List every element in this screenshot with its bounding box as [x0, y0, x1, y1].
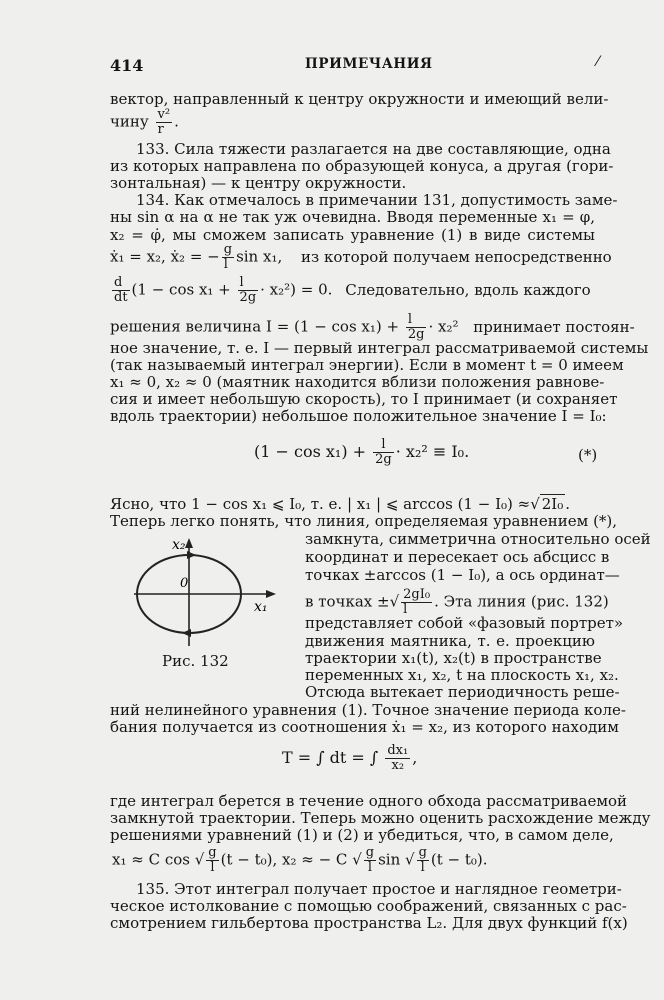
text-line: (так называемый интеграл энергии). Если в момент t = 0 имеем — [110, 356, 624, 374]
text-line: смотрением гильбертова пространства L₂. Для двух функций f(x) — [110, 914, 628, 932]
text-line: 135. Этот интеграл получает простое и наглядное геометри- — [136, 880, 622, 898]
equation-period: T = ∫ dt = ∫ $\frac{\text{dx₁}}{\text{x₂}}$ , — [282, 743, 418, 773]
origin-label: 0 — [180, 576, 189, 591]
fraction: $\frac{\text{v²}}{r}$ — [157, 107, 171, 137]
equation-energy: (1 − cos x₁) + $\frac{l}{2g}$ · x₂² ≡ I₀. — [254, 437, 470, 467]
fraction: $\frac{l}{2g}$ — [407, 312, 425, 342]
text-line: сия и имеет небольшую скорость), то I принимает (и сохраняет — [110, 390, 618, 408]
text-line: 133. Сила тяжести разлагается на две составляющие, одна — [136, 140, 611, 158]
text-line: замкнута, симметрична относительно осей — [305, 530, 651, 548]
text-line: ческое истолкование с помощью соображений, связанных с рас- — [110, 897, 627, 915]
text-line: замкнутой траектории. Теперь можно оценить расхождение между — [110, 809, 651, 827]
text-line: x₂ = φ̇, мы сможем записать уравнение (1) в виде системы — [110, 226, 595, 244]
y-axis-label: x₂ — [172, 537, 186, 553]
text-line: Теперь легко понять, что линия, определяемая уравнением (*), — [110, 512, 618, 530]
page-header — [110, 54, 599, 78]
fraction: $\frac{g}{l}$ — [223, 242, 233, 272]
x-axis-label: x₁ — [254, 599, 268, 615]
text-line: траектории x₁(t), x₂(t) в пространстве — [305, 649, 602, 667]
text-line: представляет собой «фазовый портрет» — [305, 614, 624, 632]
text-line: ны sin α на α не так уж очевидна. Вводя переменные x₁ = φ, — [110, 208, 595, 226]
text-line: вектор, направленный к центру окружности и имеющий вели- — [110, 90, 609, 108]
x-axis-arrow — [266, 590, 276, 598]
fraction: $\frac{g}{l}$ — [365, 845, 375, 875]
text-line: координат и пересекает ось абсцисс в — [305, 548, 610, 566]
page-number: 414 — [110, 56, 144, 75]
fraction: $\frac{g}{l}$ — [418, 845, 427, 875]
fraction: $\frac{l}{2g}$ — [375, 437, 392, 467]
text-line: решениями уравнений (1) и (2) и убедиться, что, в самом деле, — [110, 826, 614, 844]
fraction: $\frac{\text{dx₁}}{\text{x₂}}$ — [387, 743, 409, 773]
phase-portrait-figure — [134, 534, 284, 646]
fraction: $\frac{l}{2g}$ — [239, 275, 257, 305]
text-line: Отсюда вытекает периодичность реше- — [305, 683, 620, 701]
text-line: 134. Как отмечалось в примечании 131, допустимость заме- — [136, 191, 618, 209]
figure-caption: Рис. 132 — [162, 652, 229, 670]
text-line: где интеграл берется в течение одного обхода рассматриваемой — [110, 792, 628, 810]
fraction: $\frac{g}{l}$ — [208, 845, 217, 875]
text-line: движения маятника, т. е. проекцию — [305, 632, 595, 650]
equation-tag: (*) — [578, 446, 598, 464]
text-line: точках ±arccos (1 − I₀), а ось ординат— — [305, 566, 620, 584]
equation-solutions: x₁ ≈ C cos √ $\frac{g}{l}$ (t − t₀), x₂ ≈ − C √ $\frac{g}{l}$ sin √ $\frac{g}{l}$ (t − t₀). — [112, 845, 488, 875]
text-line: в точках ±√ $\frac{\text{2gI₀}}{l}$ . Эта линия (рис. 132) — [305, 587, 609, 617]
text-line: ное значение, т. е. I — первый интеграл рассматриваемой системы — [110, 339, 649, 357]
text-line: из которых направлена по образующей конуса, а другая (гори- — [110, 157, 614, 175]
text-line: зонтальная) — к центру окружности. — [110, 174, 407, 192]
text-line: x₁ ≈ 0, x₂ ≈ 0 (маятник находится вблизи положения равнове- — [110, 373, 605, 391]
text-line: переменных x₁, x₂, t на плоскость x₁, x₂. — [305, 666, 619, 684]
equation-line: решения величина I = (1 − cos x₁) + $\frac{l}{2g}$ · x₂² принимает постоян- — [110, 312, 635, 342]
running-title: ПРИМЕЧАНИЯ — [305, 56, 433, 72]
text-line: вдоль траектории) небольшое положительное значение I = I₀: — [110, 407, 607, 425]
y-axis-arrow — [185, 538, 193, 548]
text-line: бания получается из соотношения ẋ₁ = x₂, из которого находим — [110, 718, 619, 736]
text-line: чину $\frac{\text{v²}}{r}$ . — [110, 107, 179, 137]
equation-line: $\frac{d}{dt}$ (1 − cos x₁ + $\frac{l}{2g}$ · x₂²) = 0. Следовательно, вдоль каждого — [114, 275, 591, 305]
trajectory-arrow — [187, 551, 196, 559]
text-line: Ясно, что 1 − cos x₁ ⩽ I₀, т. е. | x₁ | ⩽ arccos (1 − I₀) ≈√ 2I₀ . — [110, 495, 571, 513]
text-line: ний нелинейного уравнения (1). Точное значение периода коле- — [110, 701, 626, 719]
trajectory-arrow — [182, 629, 191, 637]
corner-mark: ⁄ — [596, 54, 599, 70]
fraction: $\frac{\text{2gI₀}}{l}$ — [403, 587, 431, 617]
text-line: ẋ₁ = x₂, ẋ₂ = − $\frac{g}{l}$ sin x₁, из которой получаем непосредственно — [110, 242, 612, 272]
fraction: $\frac{d}{dt}$ — [114, 275, 128, 305]
